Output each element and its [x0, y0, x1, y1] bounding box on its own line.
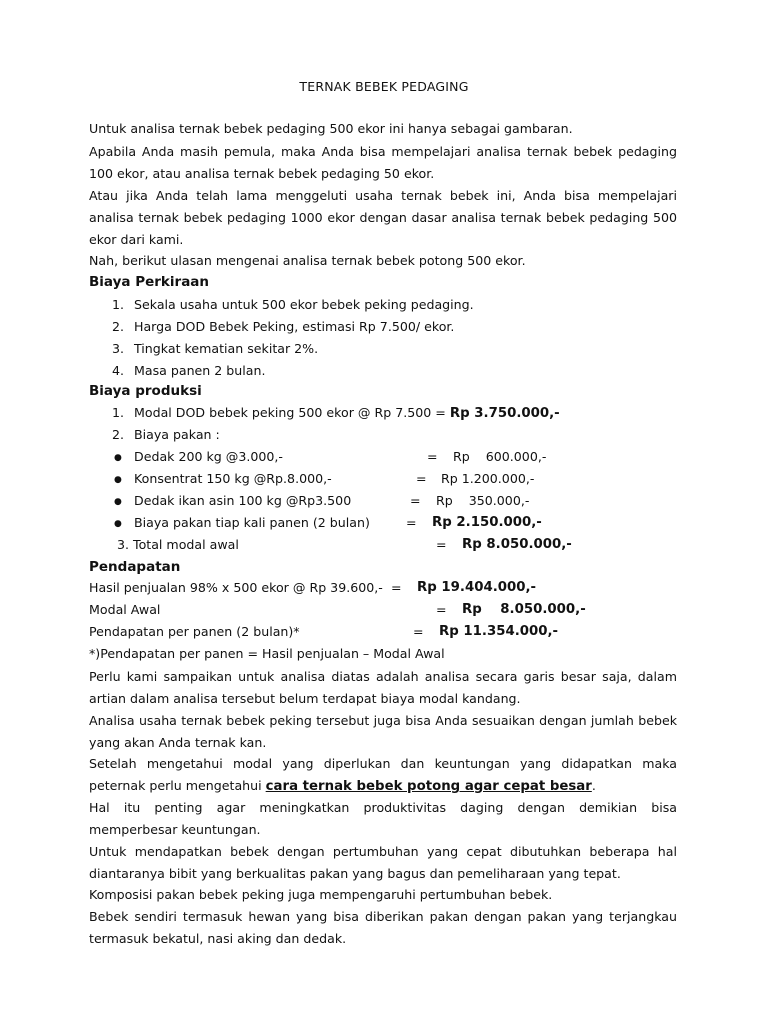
list-item-biaya-pakan: Biaya pakan :	[134, 427, 220, 442]
list-item: Masa panen 2 bulan.	[134, 363, 266, 378]
pakan-label: Biaya pakan tiap kali panen (2 bulan)	[134, 515, 370, 530]
list-item: Sekala usaha untuk 500 ekor bebek peking pedaging.	[134, 297, 474, 312]
closing-paragraph-2: Analisa usaha ternak bebek peking tersebut juga bisa Anda sesuaikan dengan jumlah bebek yang akan Anda ternak kan.	[89, 713, 677, 750]
pakan-eq: =	[427, 449, 438, 464]
list-item-modal-dod	[134, 403, 560, 424]
pakan-eq: =	[416, 471, 427, 486]
pakan-total-value: Rp 2.150.000,-	[432, 515, 542, 530]
list-number: 1.	[112, 297, 125, 312]
list-item: Tingkat kematian sekitar 2%.	[134, 341, 319, 356]
document-title: TERNAK BEBEK PEDAGING	[299, 79, 469, 94]
heading-pendapatan: Pendapatan	[89, 559, 181, 575]
list-number: 2.	[112, 427, 125, 442]
closing-paragraph-1: Perlu kami sampaikan untuk analisa diatas adalah analisa secara garis besar saja, dalam artian dalam analisa tersebut belum terdapat biaya modal kandang.	[89, 669, 677, 706]
closing-paragraph-3	[89, 753, 677, 798]
intro-paragraph-2: Apabila Anda masih pemula, maka Anda bisa mempelajari analisa ternak bebek pedaging 100 ekor, atau analisa ternak bebek pedaging 50 ekor.	[89, 144, 677, 181]
pakan-label: Dedak 200 kg @3.000,-	[134, 449, 283, 464]
bullet-icon: ●	[114, 475, 122, 485]
pakan-value: Rp 600.000,-	[453, 449, 547, 464]
list-number: 2.	[112, 319, 125, 334]
pendapatan-eq: =	[391, 580, 402, 595]
pakan-value: Rp 1.200.000,-	[441, 471, 535, 486]
pendapatan-eq: =	[413, 624, 424, 639]
closing-paragraph-6: Komposisi pakan bebek peking juga mempengaruhi pertumbuhan bebek.	[89, 887, 553, 902]
intro-paragraph-1: Untuk analisa ternak bebek pedaging 500 ekor ini hanya sebagai gambaran.	[89, 121, 573, 136]
list-number: 3.	[112, 341, 125, 356]
pakan-eq: =	[406, 515, 417, 530]
pakan-eq: =	[410, 493, 421, 508]
modal-dod-text: Modal DOD bebek peking 500 ekor @ Rp 7.500 =	[134, 405, 450, 420]
pendapatan-value: Rp 19.404.000,-	[417, 580, 537, 595]
pendapatan-label: Modal Awal	[89, 602, 161, 617]
intro-paragraph-3: Atau jika Anda telah lama menggeluti usaha ternak bebek ini, Anda bisa mempelajari analisa ternak bebek pedaging 1000 ekor dengan dasar analisa ternak bebek pedaging 500 ekor dari kami.	[89, 188, 677, 247]
total-modal-value: Rp 8.050.000,-	[462, 537, 572, 552]
bullet-icon: ●	[114, 453, 122, 463]
pendapatan-value: Rp 11.354.000,-	[439, 624, 559, 639]
total-modal-label: 3. Total modal awal	[117, 537, 239, 552]
heading-biaya-perkiraan: Biaya Perkiraan	[89, 274, 210, 290]
closing-paragraph-3-text: Setelah mengetahui modal yang diperlukan dan keuntungan yang didapatkan maka peternak perlu mengetahui	[89, 756, 677, 793]
pendapatan-note: *)Pendapatan per panen = Hasil penjualan – Modal Awal	[89, 646, 445, 661]
pakan-label: Dedak ikan asin 100 kg @Rp3.500	[134, 493, 352, 508]
pendapatan-label: Pendapatan per panen (2 bulan)*	[89, 624, 300, 639]
list-number: 4.	[112, 363, 125, 378]
intro-paragraph-4: Nah, berikut ulasan mengenai analisa ternak bebek potong 500 ekor.	[89, 253, 526, 268]
pendapatan-value: Rp 8.050.000,-	[462, 602, 586, 617]
link-cara-ternak-bebek[interactable]: cara ternak bebek potong agar cepat besar	[265, 779, 592, 794]
pakan-value: Rp 350.000,-	[436, 493, 530, 508]
pendapatan-label: Hasil penjualan 98% x 500 ekor @ Rp 39.600,-	[89, 580, 383, 595]
closing-paragraph-3-end: .	[591, 778, 596, 793]
closing-paragraph-5: Untuk mendapatkan bebek dengan pertumbuhan yang cepat dibutuhkan beberapa hal diantaranya bibit yang berkualitas pakan yang bagus dan pemeliharaan yang tepat.	[89, 844, 677, 881]
closing-paragraph-4: Hal itu penting agar meningkatkan produktivitas daging dengan demikian bisa memperbesar keuntungan.	[89, 800, 677, 837]
list-item: Harga DOD Bebek Peking, estimasi Rp 7.500/ ekor.	[134, 319, 455, 334]
heading-biaya-produksi: Biaya produksi	[89, 383, 202, 399]
closing-paragraph-7: Bebek sendiri termasuk hewan yang bisa diberikan pakan dengan pakan yang terjangkau termasuk bekatul, nasi aking dan dedak.	[89, 909, 677, 946]
pendapatan-eq: =	[436, 602, 447, 617]
pakan-label: Konsentrat 150 kg @Rp.8.000,-	[134, 471, 332, 486]
bullet-icon: ●	[114, 497, 122, 507]
total-modal-eq: =	[436, 537, 447, 552]
bullet-icon: ●	[114, 519, 122, 529]
list-number: 1.	[112, 405, 125, 420]
modal-dod-value: Rp 3.750.000,-	[449, 406, 560, 421]
